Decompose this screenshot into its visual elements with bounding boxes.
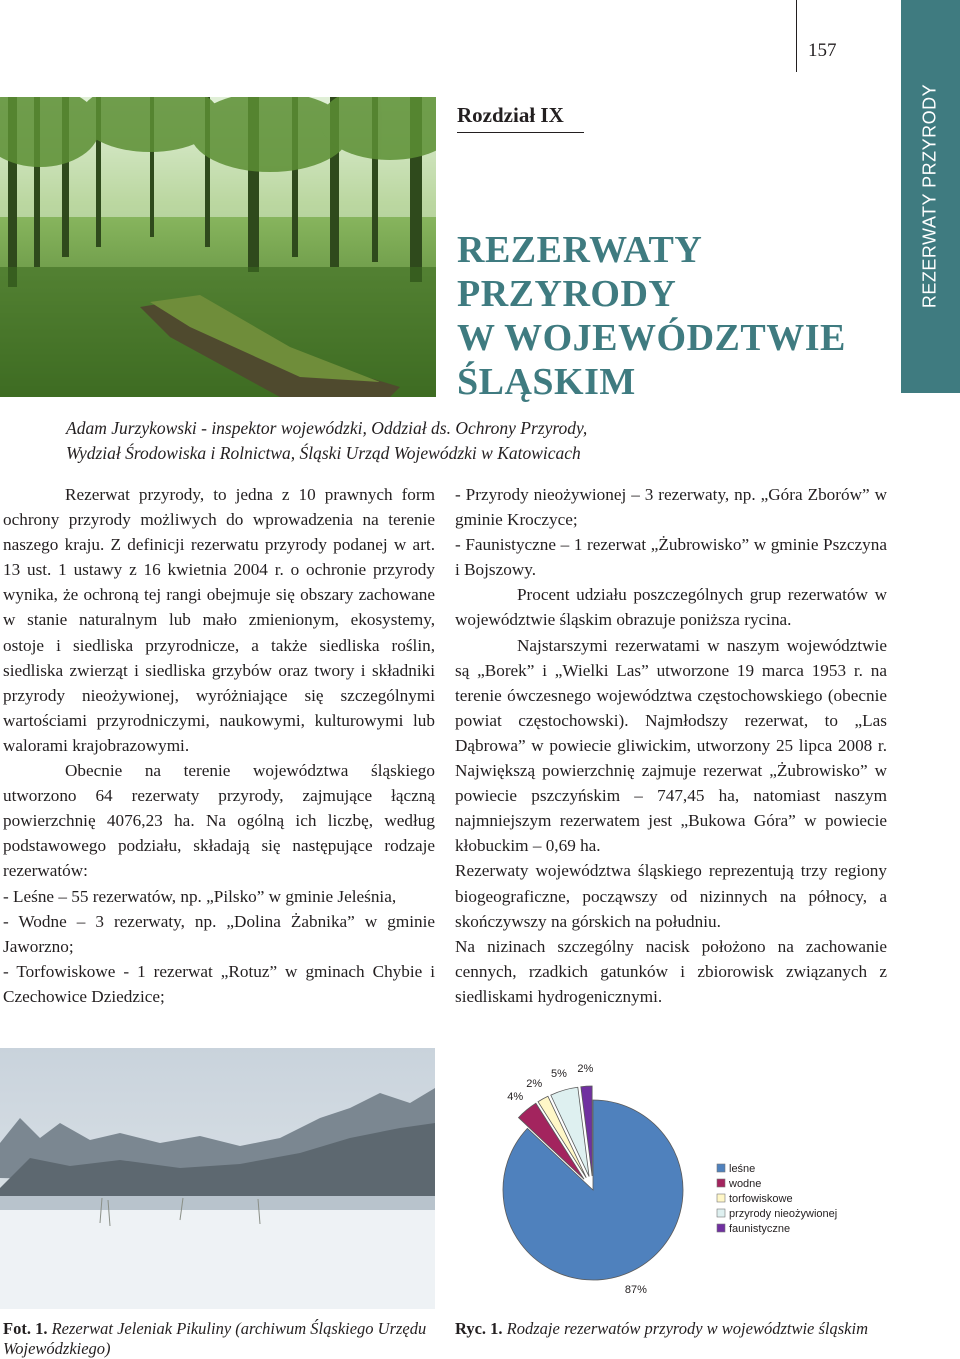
chapter-title-line: ŚLĄSKIM	[457, 361, 636, 403]
legend-swatch	[717, 1209, 725, 1217]
chart-caption	[455, 1319, 895, 1339]
legend-swatch	[717, 1224, 725, 1232]
legend-label: wodne	[729, 1178, 762, 1190]
legend-swatch	[717, 1179, 725, 1187]
chart-caption-text: Rodzaje rezerwatów przyrody w województwie śląskim	[506, 1319, 868, 1338]
body-paragraph: Obecnie na terenie województwa śląskiego utworzono 64 rezerwaty przyrody, zajmujące łączną powierzchnię 4076,23 ha. Na ogólną ich liczbę, według podstawowego podziału, składają się następujące rodzaje rezerwatów:	[3, 761, 435, 881]
pie-slice-label: 2%	[577, 1063, 594, 1076]
chapter-title-line: REZERWATY	[457, 229, 703, 271]
legend-label: przyrody nieożywionej	[729, 1208, 838, 1220]
chapter-title-line: PRZYRODY	[457, 273, 677, 315]
legend-label: faunistyczne	[729, 1223, 791, 1235]
author-affiliation	[66, 416, 587, 466]
forest-reserve-photo	[0, 97, 436, 397]
legend-swatch	[717, 1194, 725, 1202]
body-list-item: - Leśne – 55 rezerwatów, np. „Pilsko” w gminie Jeleśnia,	[3, 886, 397, 906]
page-number: 157	[808, 40, 837, 61]
section-side-tab-label: REZERWATY PRZYRODY	[919, 83, 940, 309]
body-left-column	[3, 482, 435, 1009]
legend-label: torfowiskowe	[729, 1193, 793, 1205]
photo-caption-text: Rezerwat Jeleniak Pikuliny (archiwum Śląskiego Urzędu Wojewódzkiego)	[3, 1319, 427, 1358]
page-number-rule	[796, 0, 797, 72]
chapter-title	[457, 228, 846, 404]
chart-caption-label: Ryc. 1.	[455, 1319, 503, 1338]
legend-label: leśne	[729, 1163, 756, 1175]
pie-slice-label: 2%	[526, 1078, 543, 1091]
pie-slice-label: 87%	[624, 1284, 647, 1297]
author-line: Wydział Środowiska i Rolnictwa, Śląski Urząd Wojewódzki w Katowicach	[66, 443, 581, 463]
winter-reserve-photo	[0, 1048, 435, 1309]
body-list-item: - Wodne – 3 rezerwaty, np. „Dolina Żabnika” w gminie Jaworzno;	[3, 911, 435, 956]
section-side-tab	[901, 0, 960, 393]
photo-caption	[3, 1319, 443, 1359]
body-list-item: - Przyrody nieożywionej – 3 rezerwaty, np. „Góra Zborów” w gminie Kroczyce;	[455, 485, 887, 530]
body-paragraph: Rezerwat przyrody, to jedna z 10 prawnych form ochrony przyrody możliwych do wprowadzenia na terenie naszego kraju. Z definicji rezerwatu przyrody podanej w art. 13 ust. 1 ustawy z 16 kwietnia 2004 r. o ochronie przyrody wynika, że ochroną tej rangi obejmuje się obszary zachowane w stanie naturalnym lub mało zmienionym, ekosystemy, ostoje i siedliska przyrodnicze, a także siedliska roślin, siedliska zwierząt i siedliska grzybów oraz twory i składniki przyrody nieożywionej, wyróżniające się szczególnymi wartościami przyrodniczymi, naukowymi, kulturowymi lub walorami krajobrazowymi.	[3, 485, 435, 755]
body-paragraph: Na nizinach szczególny nacisk położono na zachowanie cennych, rzadkich gatunków i zbiorowisk związanych z siedliskami hydrogenicznymi.	[455, 936, 887, 1006]
chapter-title-line: W WOJEWÓDZTWIE	[457, 317, 846, 359]
body-paragraph: Procent udziału poszczególnych grup rezerwatów w województwie śląskim obrazuje poniższa rycina.	[455, 585, 887, 630]
chapter-label-underline	[457, 132, 584, 133]
body-list-item: - Torfowiskowe - 1 rezerwat „Rotuz” w gminach Chybie i Czechowice Dziedzice;	[3, 961, 435, 1006]
body-list-item: - Faunistyczne – 1 rezerwat „Żubrowisko” w gminie Pszczyna i Bojszowy.	[455, 535, 887, 580]
legend-swatch	[717, 1164, 725, 1172]
chapter-label: Rozdział IX	[457, 103, 564, 127]
author-line: Adam Jurzykowski - inspektor wojewódzki, Oddział ds. Ochrony Przyrody,	[66, 418, 588, 438]
pie-slice-label: 5%	[551, 1067, 567, 1080]
photo-caption-label: Fot. 1.	[3, 1319, 48, 1338]
reserve-types-pie-chart	[455, 1040, 900, 1315]
body-paragraph: Rezerwaty województwa śląskiego reprezentują trzy regiony biogeograficzne, począwszy od nizinnych na północy, a skończywszy na górskich na południu.	[455, 861, 887, 931]
body-paragraph: Najstarszymi rezerwatami w naszym województwie są „Borek” i „Wielki Las” utworzone 19 marca 1953 r. na terenie ówczesnego województwa częstochowskiego (obecnie powiat częstochowski). Najmłodszy rezerwat, to „Las Dąbrowa” w powiecie gliwickim, utworzony 25 lipca 2008 r. Największą powierzchnię zajmuje rezerwat „Żubrowisko” w powiecie pszczyńskim – 747,45 ha, natomiast naszym najmniejszym rezerwatem jest „Bukowa Góra” w powiecie kłobuckim – 0,69 ha.	[455, 635, 887, 856]
body-right-column	[455, 482, 887, 1009]
pie-slice-label: 4%	[507, 1090, 524, 1103]
